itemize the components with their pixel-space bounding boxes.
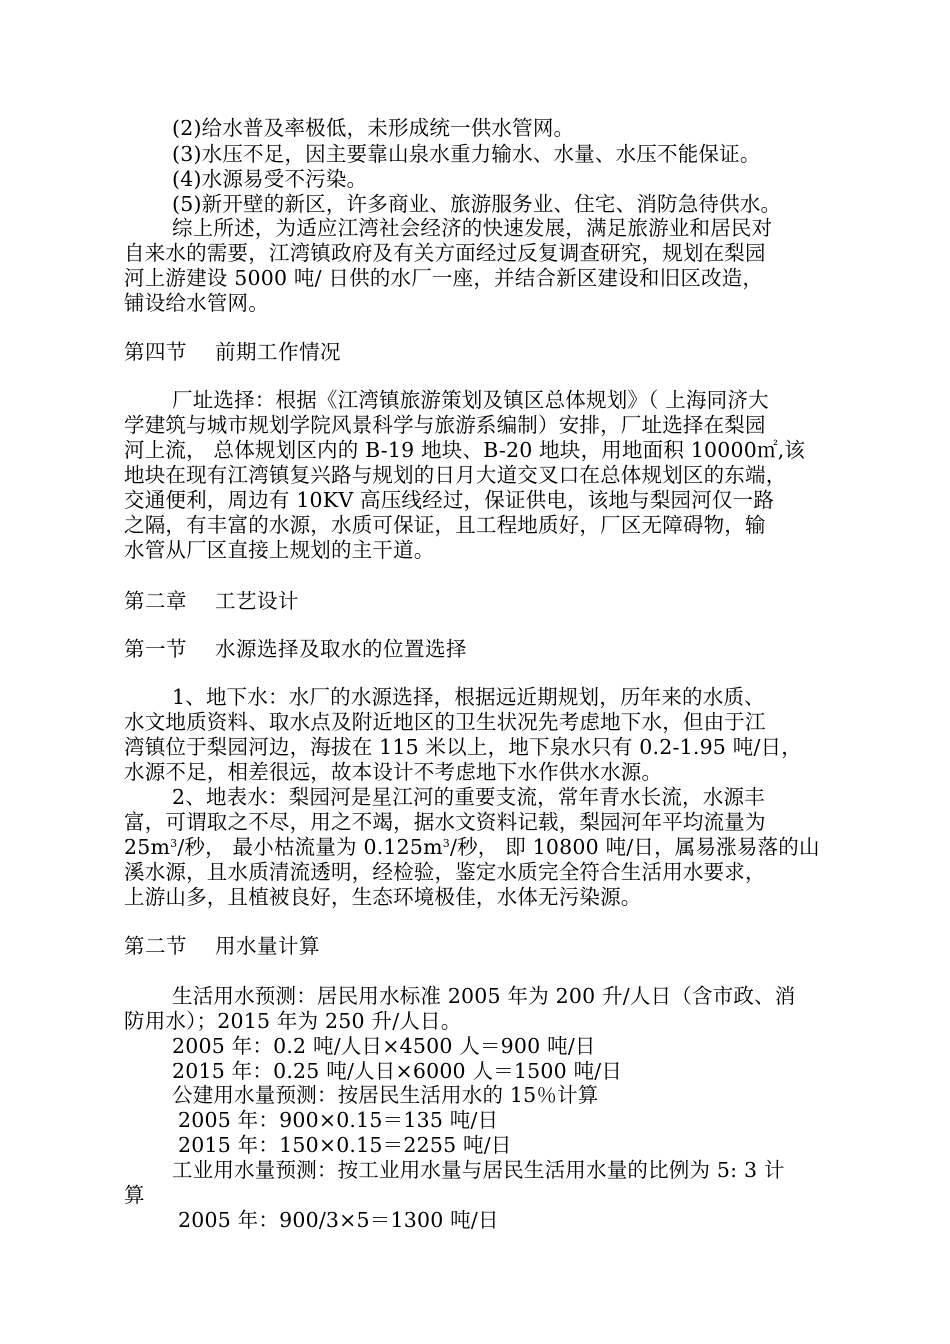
paragraph-line: 1、地下水：水厂的水源选择，根据远近期规划，历年来的水质、 bbox=[172, 685, 765, 709]
superscript-3: 3 bbox=[442, 837, 450, 850]
calc-line: 2005 年：0.2 吨/人日×4500 人＝900 吨/日 bbox=[172, 1034, 596, 1058]
list-item-2: (2)给水普及率极低，未形成统一供水管网。 bbox=[172, 116, 575, 140]
list-item-4: (4)水源易受不污染。 bbox=[172, 167, 368, 191]
paragraph-line: 2、地表水：梨园河是星江河的重要支流，常年青水长流，水源丰 bbox=[172, 785, 765, 809]
paragraph-line: 交通便利，周边有 10KV 高压线经过，保证供电，该地与梨园河仅一路 bbox=[124, 488, 775, 512]
paragraph-line: 公建用水量预测：按居民生活用水的 15％计算 bbox=[172, 1083, 599, 1107]
paragraph-line: 湾镇位于梨园河边，海拔在 115 米以上，地下泉水只有 0.2-1.95 吨/日， bbox=[124, 735, 802, 759]
superscript-3: 3 bbox=[170, 837, 178, 850]
paragraph-line: 溪水源，且水质清流透明，经检验，鉴定水质完全符合生活用水要求， bbox=[124, 860, 766, 884]
list-item-3: (3)水压不足，因主要靠山泉水重力输水、水量、水压不能保证。 bbox=[172, 142, 761, 166]
paragraph-line: 富，可谓取之不尽，用之不竭，据水文资料记载，梨园河年平均流量为 bbox=[124, 810, 766, 834]
paragraph-line: 水管从厂区直接上规划的主干道。 bbox=[124, 538, 435, 562]
paragraph-line: 防用水）；2015 年为 250 升/人日。 bbox=[124, 1009, 462, 1033]
section-heading: 第二节 用水量计算 bbox=[124, 934, 321, 958]
calc-line: 2015 年：150×0.15＝2255 吨/日 bbox=[178, 1133, 512, 1157]
calc-line: 2005 年：900×0.15＝135 吨/日 bbox=[178, 1108, 499, 1132]
paragraph-line: 铺设给水管网。 bbox=[124, 291, 269, 315]
paragraph-line: 地块在现有江湾镇复兴路与规划的日月大道交叉口在总体规划区的东端， bbox=[124, 463, 787, 487]
paragraph-line-flow bbox=[124, 834, 820, 860]
calc-line: 2005 年：900/3×5＝1300 吨/日 bbox=[178, 1208, 499, 1232]
section-heading: 第一节 水源选择及取水的位置选择 bbox=[124, 637, 468, 661]
paragraph-line: 生活用水预测：居民用水标准 2005 年为 200 升/人日（含市政、消 bbox=[172, 984, 796, 1008]
paragraph-line: 水源不足，相差很远，故本设计不考虑地下水作供水水源。 bbox=[124, 760, 663, 784]
calc-line: 2015 年：0.25 吨/人日×6000 人＝1500 吨/日 bbox=[172, 1059, 623, 1083]
paragraph-line: 水文地质资料、取水点及附近地区的卫生状况先考虑地下水，但由于江 bbox=[124, 710, 766, 734]
paragraph-line: 自来水的需要，江湾镇政府及有关方面经过反复调查研究，规划在梨园 bbox=[124, 241, 766, 265]
paragraph-line: 综上所述，为适应江湾社会经济的快速发展，满足旅游业和居民对 bbox=[172, 216, 773, 240]
paragraph-line: 厂址选择：根据《江湾镇旅游策划及镇区总体规划》（ 上海同济大 bbox=[172, 388, 769, 412]
flow-mean-value: 25m bbox=[124, 835, 171, 859]
paragraph-line: 学建筑与城市规划学院风景科学与旅游系编制）安排，厂址选择在梨园 bbox=[124, 413, 766, 437]
paragraph-line: 算 bbox=[124, 1183, 145, 1207]
flow-min-text: /秒， 最小枯流量为 0.125m bbox=[177, 835, 443, 859]
list-item-5: (5)新开壁的新区，许多商业、旅游服务业、住宅、消防急待供水。 bbox=[172, 192, 782, 216]
paragraph-line: 河上流， 总体规划区内的 B-19 地块、B-20 地块，用地面积 10000㎡,该 bbox=[124, 438, 806, 462]
chapter-heading: 第二章 工艺设计 bbox=[124, 589, 300, 613]
paragraph-line: 上游山多，且植被良好，生态环境极佳，水体无污染源。 bbox=[124, 885, 642, 909]
section-heading: 第四节 前期工作情况 bbox=[124, 340, 342, 364]
paragraph-line: 工业用水量预测：按工业用水量与居民生活用水量的比例为 5: 3 计 bbox=[172, 1158, 785, 1182]
flow-rest-text: /秒， 即 10800 吨/日，属易涨易落的山 bbox=[450, 835, 820, 859]
paragraph-line: 河上游建设 5000 吨/ 日供的水厂一座，并结合新区建设和旧区改造， bbox=[124, 266, 764, 290]
paragraph-line: 之隔，有丰富的水源，水质可保证，且工程地质好，厂区无障碍物，输 bbox=[124, 513, 766, 537]
